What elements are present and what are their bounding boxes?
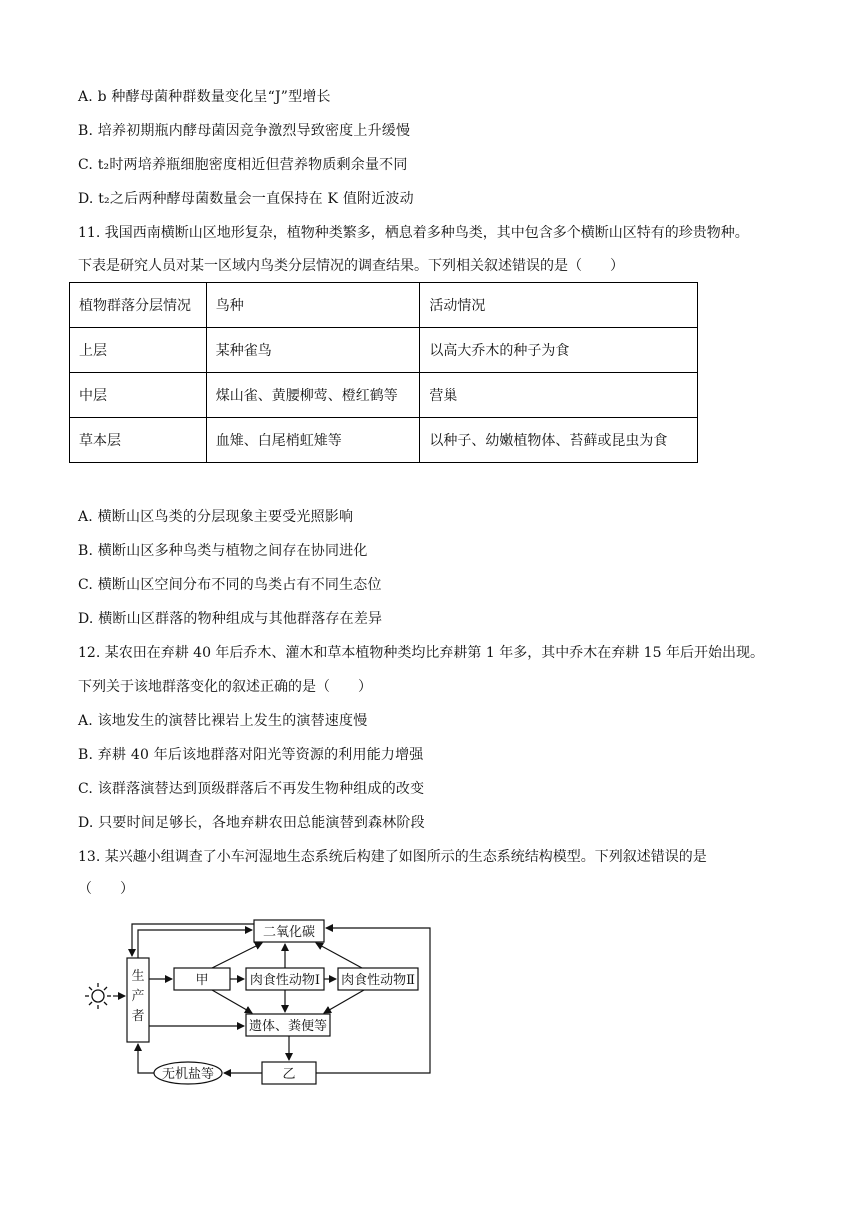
q11-stem-line2: 下表是研究人员对某一区域内鸟类分层情况的调查结果。下列相关叙述错误的是（ ） <box>78 258 624 274</box>
q12-option-a: A. 该地发生的演替比裸岩上发生的演替速度慢 <box>78 713 368 729</box>
q10-option-a: A. b 种酵母菌种群数量变化呈“J”型增长 <box>78 89 331 105</box>
q11-option-a: A. 横断山区鸟类的分层现象主要受光照影响 <box>78 509 354 525</box>
q11-option-c: C. 横断山区空间分布不同的鸟类占有不同生态位 <box>78 577 382 593</box>
producer-char: 生 <box>131 969 145 984</box>
table-row <box>70 328 698 373</box>
carnivore2-label: 肉食性动物Ⅱ <box>341 973 415 988</box>
arrow-carnivore2-remains <box>324 990 364 1013</box>
arrow-jia-co2 <box>212 943 262 968</box>
q10-option-c: C. t₂时两培养瓶细胞密度相近但营养物质剩余量不同 <box>78 157 408 173</box>
arrow-producer-co2 <box>138 930 252 958</box>
table-cell: 营巢 <box>420 373 698 418</box>
table-cell: 中层 <box>70 373 207 418</box>
table-cell: 以种子、幼嫩植物体、苔藓或昆虫为食 <box>420 418 698 463</box>
q13-stem-line1: 13. 某兴趣小组调查了小车河湿地生态系统后构建了如图所示的生态系统结构模型。下列叙述错误的是 <box>78 849 707 865</box>
arrow-yi-co2 <box>316 928 430 1073</box>
q12-stem-line1: 12. 某农田在弃耕 40 年后乔木、灌木和草本植物种类均比弃耕第 1 年多，其中乔木在弃耕 15 年后开始出现。 <box>78 645 764 661</box>
ecosystem-structure-diagram <box>80 910 440 1090</box>
sun-icon <box>85 983 111 1009</box>
table-cell: 某种雀鸟 <box>206 328 420 373</box>
table-header: 植物群落分层情况 <box>70 283 207 328</box>
table-row <box>70 418 698 463</box>
arrow-minerals-producer <box>138 1044 154 1073</box>
q12-option-d: D. 只要时间足够长，各地弃耕农田总能演替到森林阶段 <box>78 815 425 831</box>
table-cell: 血雉、白尾梢虹雉等 <box>206 418 420 463</box>
co2-label: 二氧化碳 <box>262 925 316 940</box>
q13-stem-line2: （ ） <box>78 881 134 897</box>
carnivore1-label: 肉食性动物Ⅰ <box>249 973 321 988</box>
yi-label: 乙 <box>282 1067 296 1082</box>
arrow-jia-remains <box>212 990 252 1013</box>
table-cell: 上层 <box>70 328 207 373</box>
bird-layer-table <box>69 282 698 463</box>
remains-label: 遗体、粪便等 <box>248 1019 328 1034</box>
q12-option-c: C. 该群落演替达到顶级群落后不再发生物种组成的改变 <box>78 781 425 797</box>
q11-option-d: D. 横断山区群落的物种组成与其他群落存在差异 <box>78 611 383 627</box>
table-header: 活动情况 <box>420 283 698 328</box>
producer-char: 者 <box>131 1009 145 1024</box>
table-cell: 草本层 <box>70 418 207 463</box>
q11-option-b: B. 横断山区多种鸟类与植物之间存在协同进化 <box>78 543 368 559</box>
arrow-co2-producer <box>132 924 254 956</box>
table-header-row <box>70 283 698 328</box>
q12-stem-line2: 下列关于该地群落变化的叙述正确的是（ ） <box>78 679 372 695</box>
producer-char: 产 <box>131 989 145 1004</box>
q12-option-b: B. 弃耕 40 年后该地群落对阳光等资源的利用能力增强 <box>78 747 424 763</box>
q11-stem-line1: 11. 我国西南横断山区地形复杂，植物种类繁多，栖息着多种鸟类，其中包含多个横断山区特有的珍贵物种。 <box>78 225 749 241</box>
arrow-carnivore2-co2 <box>316 943 362 968</box>
table-cell: 煤山雀、黄腰柳莺、橙红鹤等 <box>206 373 420 418</box>
minerals-label: 无机盐等 <box>161 1067 215 1082</box>
jia-label: 甲 <box>195 973 209 988</box>
table-header: 鸟种 <box>206 283 420 328</box>
table-row <box>70 373 698 418</box>
table-cell: 以高大乔木的种子为食 <box>420 328 698 373</box>
q10-option-b: B. 培养初期瓶内酵母菌因竞争激烈导致密度上升缓慢 <box>78 123 411 139</box>
q10-option-d: D. t₂之后两种酵母菌数量会一直保持在 K 值附近波动 <box>78 191 414 207</box>
